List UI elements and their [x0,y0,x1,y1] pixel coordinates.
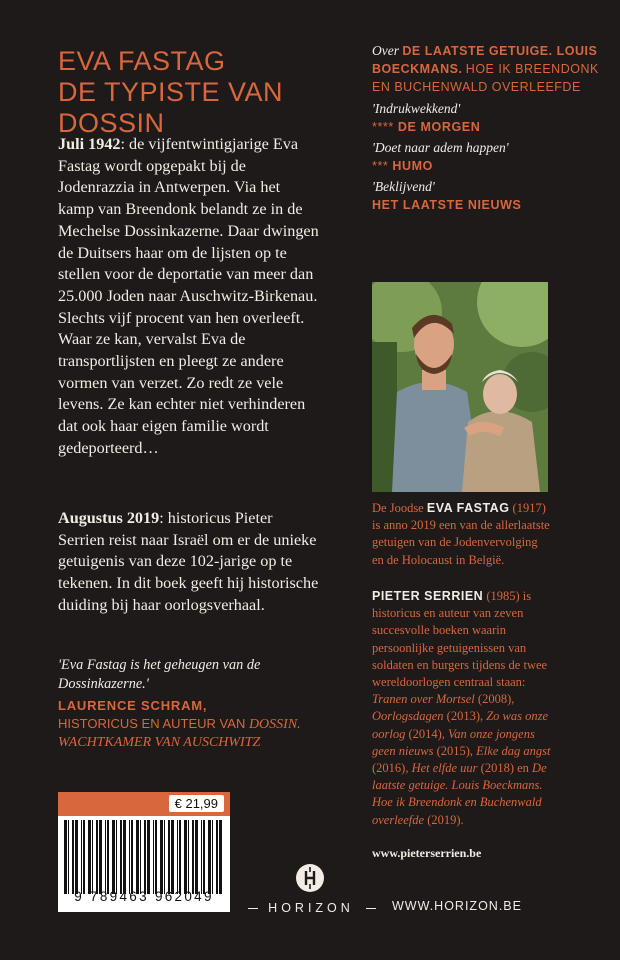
barcode-bar [107,820,109,894]
publisher-rule-right [366,908,376,909]
barcode-bar [184,820,187,894]
endorsement-quote: 'Eva Fastag is het geheugen van de Dossinkazerne.' [58,657,261,692]
barcode-bar [168,820,170,894]
blurb-intro [58,134,320,460]
intro-lead: Juli 1942 [58,135,121,153]
barcode-bar [216,820,218,894]
august-text: : historicus Pieter Serrien reist naar Israël om er de unieke getuigenis van deze 102-jarige op te tekenen. In dit boek geeft hij historische duiding bij haar oorlogsverhaal. [58,509,319,614]
barcode-bar [88,820,91,894]
barcode-bars [58,820,230,894]
barcode-bar [120,820,122,894]
isbn-number: 9 789463 962049 [74,889,214,904]
quote-book: DOSSIN. WACHTKAMER VAN AUSCHWITZ [58,716,301,750]
author-photo-illustration [372,282,548,492]
about-previous-book: Over DE LAATSTE GETUIGE. LOUIS BOECKMANS. HOE IK BREENDONK EN BUCHENWALD OVERLEEFDE [372,43,599,94]
barcode-bar [112,820,115,894]
barcode-bar [203,820,205,894]
bio-pieter: PIETER SERRIEN (1985) is historicus en auteur van zeven succesvolle boeken waarin persoonlijke getuigenissen van soldaten en burgers tijdens de twee wereldoorlogen centraal staan: Tranen over Mortsel (2008), Oorlogsdagen (2013), Zo was onze oorlog (2014), Van onze jongens geen nieuws (2015), Elke dag angst (2016), Het elfde uur (2018) en De laatste getuige. Louis Boeckmans. Hoe ik Breendonk en Buchenwald overleefde (2019). [372,589,551,827]
barcode-bar [164,820,165,894]
barcode-bar [131,820,133,894]
barcode-bar [192,820,194,894]
barcode-bar [99,820,102,894]
barcode-bar [208,820,211,894]
barcode-bar [72,820,74,894]
rating-stars: *** [372,159,389,173]
august-lead: Augustus 2019 [58,509,160,527]
barcode-bar [105,820,106,894]
title-line-1: EVA FASTAG [58,46,226,76]
barcode-bar [68,820,69,894]
barcode-bar [212,820,213,894]
horizon-logo-icon [296,864,324,892]
publisher-website[interactable]: WWW.HORIZON.BE [392,899,522,913]
barcode-bar [116,820,117,894]
price-band [58,792,230,816]
review-source: HUMO [392,159,433,173]
review-2: 'Doet naar adem happen' *** HUMO [372,140,509,173]
intro-text: : de vijfentwintigjarige Eva Fastag wordt opgepakt bij de Jodenrazzia in Antwerpen. Via het kamp van Breendonk belandt ze in de Mechelse Dossinkazerne. Daar dwingen de Duitsers haar om de lijsten op te stellen voor de deportatie van meer dan 25.000 Joden naar Auschwitz-Birkenau. Slechts vijf procent van hen overleeft. Waar ze kan, vervalst Eva de transportlijsten en pleegt ze andere vormen van verzet. Zo redt ze vele levens. Ze kan echter niet verhinderen dat ook haar eigen familie wordt gedeporteerd… [58,135,319,457]
barcode-bar [195,820,198,894]
barcode-bar [83,820,85,894]
title-line-2: DE TYPISTE VAN DOSSIN [58,77,284,138]
endorsement-author [58,697,338,752]
barcode-bar [64,820,67,894]
review-1: 'Indrukwekkend' **** DE MORGEN [372,101,481,134]
barcode-bar [81,820,82,894]
publisher-name: HORIZON [268,901,354,915]
barcode-bar [140,820,141,894]
barcode-bar [92,820,93,894]
barcode-bar [160,820,163,894]
barcode-bar [153,820,154,894]
barcode-bar [171,820,174,894]
bio-eva: De Joodse EVA FASTAG (1917) is anno 2019 een van de allerlaatste getuigen van de Jodenvervolging en de Holocaust in België. [372,501,550,567]
review-source: DE MORGEN [397,120,481,134]
quote-author-name: LAURENCE SCHRAM, [58,698,208,713]
barcode-bar [96,820,98,894]
barcode-bar [129,820,130,894]
previous-book-title: DE LAATSTE GETUIGE. LOUIS BOECKMANS. [372,44,598,76]
book-title [58,46,368,139]
barcode-bar [123,820,126,894]
barcode-bar [144,820,146,894]
author-photo [372,282,548,492]
barcode-bar [179,820,181,894]
barcode-bar [177,820,178,894]
review-3: 'Beklijvend' HET LAATSTE NIEUWS [372,179,522,212]
barcode-bar [147,820,150,894]
bio-eva-name: EVA FASTAG [426,501,510,515]
price-label: € 21,99 [169,795,224,812]
blurb-august [58,508,320,617]
barcode-bar [155,820,157,894]
quote-author-role: HISTORICUS EN AUTEUR VAN DOSSIN. WACHTKAMER VAN AUSCHWITZ [58,715,301,750]
barcode-bar [136,820,139,894]
rating-stars: **** [372,120,394,134]
bio-pieter-name: PIETER SERRIEN [372,589,484,603]
review-source: HET LAATSTE NIEUWS [372,198,522,212]
previous-book-reviews [372,42,612,214]
barcode-bar [75,820,78,894]
previous-book-subtitle: HOE IK BREENDONK EN BUCHENWALD OVERLEEFDE [372,62,599,94]
author-website[interactable]: www.pieterserrien.be [372,846,482,860]
barcode-bar [188,820,189,894]
barcode-bar [219,820,222,894]
barcode-bar [201,820,202,894]
